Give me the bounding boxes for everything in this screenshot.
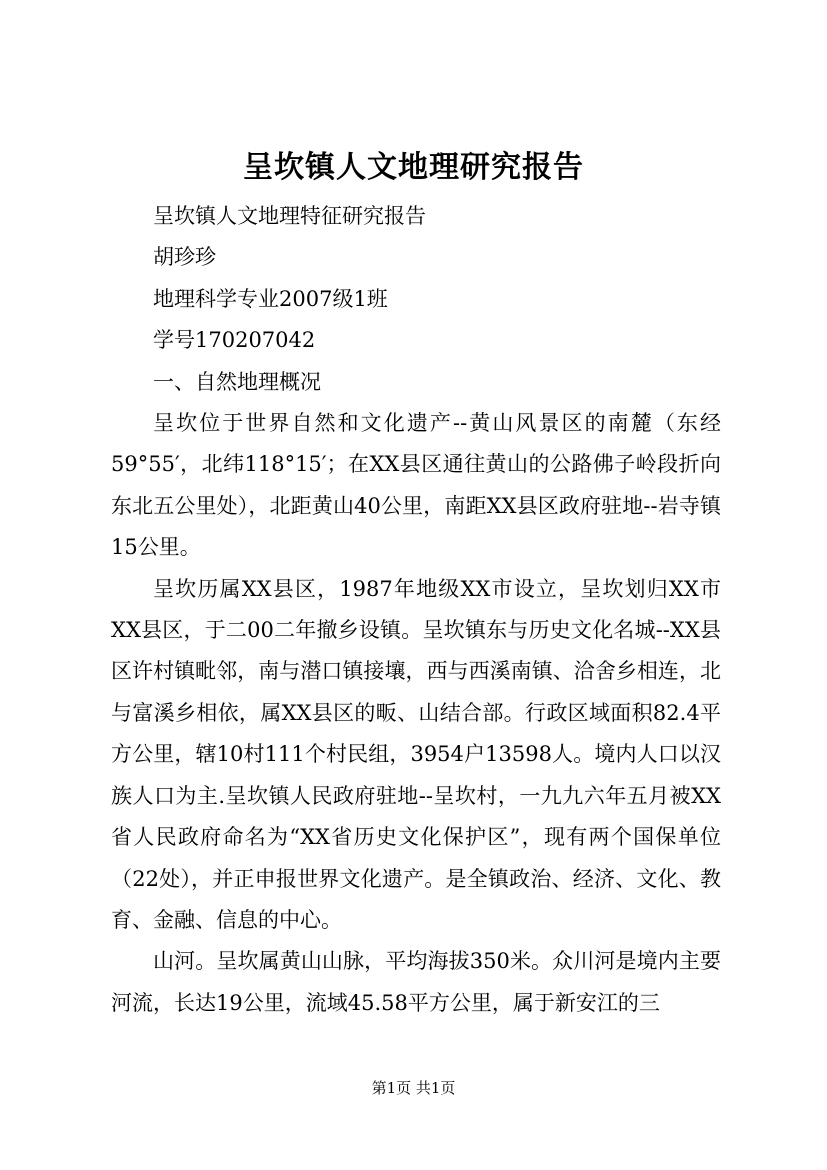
document-title: 呈坎镇人文地理研究报告 <box>243 150 584 185</box>
class-info: 地理科学专业2007级1班 <box>153 286 388 311</box>
report-subtitle: 呈坎镇人文地理特征研究报告 <box>153 204 426 228</box>
student-id: 学号170207042 <box>153 328 316 353</box>
author-name: 胡珍珍 <box>153 245 216 270</box>
document-body <box>111 196 721 1024</box>
paragraph-mountains-rivers: 山河。呈坎属黄山山脉，平均海拔350米。众川河是境内主要河流，长达19公里，流域45.58平方公里，属于新安江的三 <box>111 949 721 1015</box>
paragraph-history: 呈坎历属XX县区，1987年地级XX市设立，呈坎划归XX市XX县区，于二00二年撤乡设镇。呈坎镇东与历史文化名城--XX县区许村镇毗邻，南与潜口镇接壤，西与西溪南镇、洽舍乡相连，北与富溪乡相依，属XX县区的畈、山结合部。行政区域面积82.4平方公里，辖10村111个村民组，3954户13598人。境内人口以汉族人口为主.呈坎镇人民政府驻地--呈坎村，一九九六年五月被XX省人民政府命名为“XX省历史文化保护区”，现有两个国保单位（22处），并正申报世界文化遗产。是全镇政治、经济、文化、教育、金融、信息的中心。 <box>111 576 721 932</box>
paragraph-location: 呈坎位于世界自然和文化遗产--黄山风景区的南麓（东经59°55′，北纬118°15′；在XX县区通往黄山的公路佛子岭段折向东北五公里处），北距黄山40公里，南距XX县区政府驻地--岩寺镇15公里。 <box>111 411 721 560</box>
page-footer: 第1页 共1页 <box>371 1079 456 1097</box>
section-heading: 一、自然地理概况 <box>153 369 321 394</box>
